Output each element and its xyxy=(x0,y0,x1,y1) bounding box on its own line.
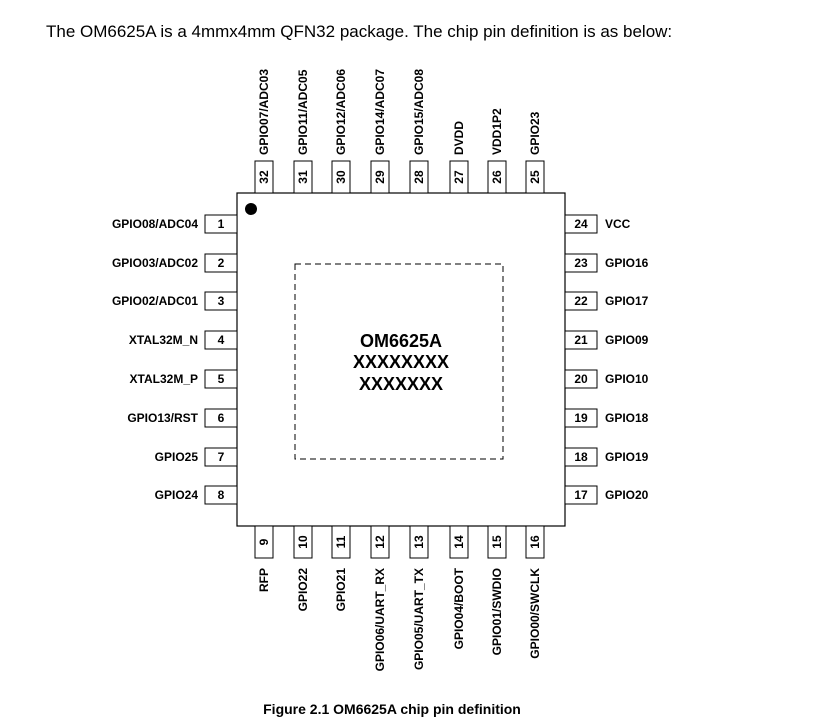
pin-label-30: GPIO12/ADC06 xyxy=(334,68,348,155)
intro-text: The OM6625A is a 4mmx4mm QFN32 package. The chip pin definition is as below: xyxy=(46,22,673,41)
pin-number-16: 16 xyxy=(528,535,542,549)
pin-label-21: GPIO09 xyxy=(605,333,649,347)
pin-label-29: GPIO14/ADC07 xyxy=(373,68,387,155)
pin-label-13: GPIO05/UART_TX xyxy=(412,568,426,671)
pin-number-1: 1 xyxy=(217,217,225,231)
pin-label-10: GPIO22 xyxy=(296,568,310,612)
pin-label-4: XTAL32M_N xyxy=(128,333,198,347)
pin-label-26: VDD1P2 xyxy=(490,108,504,155)
pin-label-9: RFP xyxy=(257,568,271,592)
pin-number-7: 7 xyxy=(217,450,225,464)
pin-label-20: GPIO10 xyxy=(605,372,649,386)
pin-number-30: 30 xyxy=(334,170,348,184)
pin-number-20: 20 xyxy=(574,372,588,386)
pin-number-13: 13 xyxy=(412,535,426,549)
pin-number-9: 9 xyxy=(257,538,271,546)
pin-label-24: VCC xyxy=(605,217,631,231)
figure-caption: Figure 2.1 OM6625A chip pin definition xyxy=(263,701,521,717)
pin-number-23: 23 xyxy=(574,256,588,270)
pin-number-15: 15 xyxy=(490,535,504,549)
pin-number-5: 5 xyxy=(217,372,225,386)
pin-label-5: XTAL32M_P xyxy=(129,372,198,386)
pin-label-1: GPIO08/ADC04 xyxy=(111,217,198,231)
pin-label-32: GPIO07/ADC03 xyxy=(257,68,271,155)
pin-label-14: GPIO04/BOOT xyxy=(452,568,466,650)
pin-number-32: 32 xyxy=(257,170,271,184)
pin-number-26: 26 xyxy=(490,170,504,184)
pin-number-28: 28 xyxy=(412,170,426,184)
pin-number-31: 31 xyxy=(296,170,310,184)
pin-number-12: 12 xyxy=(373,535,387,549)
pin1-marker xyxy=(245,203,257,215)
pin-number-11: 11 xyxy=(334,535,348,549)
pin-label-27: DVDD xyxy=(452,120,466,155)
pin-label-25: GPIO23 xyxy=(528,111,542,155)
pin-number-14: 14 xyxy=(452,535,466,549)
pin-label-22: GPIO17 xyxy=(605,294,649,308)
pin-number-27: 27 xyxy=(452,170,466,184)
pin-label-7: GPIO25 xyxy=(154,450,198,464)
pin-label-3: GPIO02/ADC01 xyxy=(111,294,198,308)
pin-label-19: GPIO18 xyxy=(605,411,649,425)
pin-number-4: 4 xyxy=(217,333,225,347)
pin-label-16: GPIO00/SWCLK xyxy=(528,568,542,659)
chip-name: OM6625A xyxy=(359,331,443,351)
pin-number-6: 6 xyxy=(217,411,225,425)
pin-number-29: 29 xyxy=(373,170,387,184)
pin-label-11: GPIO21 xyxy=(334,568,348,612)
pin-label-6: GPIO13/RST xyxy=(127,411,198,425)
chip-marking-line-1: XXXXXXXX xyxy=(352,352,450,372)
pin-number-17: 17 xyxy=(574,488,588,502)
pin-number-25: 25 xyxy=(528,170,542,184)
pin-number-2: 2 xyxy=(217,256,225,270)
pin-label-8: GPIO24 xyxy=(154,488,198,502)
pin-label-2: GPIO03/ADC02 xyxy=(111,256,198,270)
pin-number-3: 3 xyxy=(217,294,225,308)
pin-label-15: GPIO01/SWDIO xyxy=(490,568,504,656)
pin-label-12: GPIO06/UART_RX xyxy=(373,568,387,672)
pin-label-17: GPIO20 xyxy=(605,488,649,502)
pin-number-21: 21 xyxy=(574,333,588,347)
pin-number-10: 10 xyxy=(296,535,310,549)
pin-number-8: 8 xyxy=(217,488,225,502)
pin-label-28: GPIO15/ADC08 xyxy=(412,68,426,155)
pin-label-31: GPIO11/ADC05 xyxy=(296,69,310,155)
pin-number-24: 24 xyxy=(574,217,588,231)
pin-number-19: 19 xyxy=(574,411,588,425)
pin-number-18: 18 xyxy=(574,450,588,464)
pin-number-22: 22 xyxy=(574,294,588,308)
pin-label-23: GPIO16 xyxy=(605,256,649,270)
pin-label-18: GPIO19 xyxy=(605,450,649,464)
chip-marking-line-2: XXXXXXX xyxy=(358,374,444,394)
